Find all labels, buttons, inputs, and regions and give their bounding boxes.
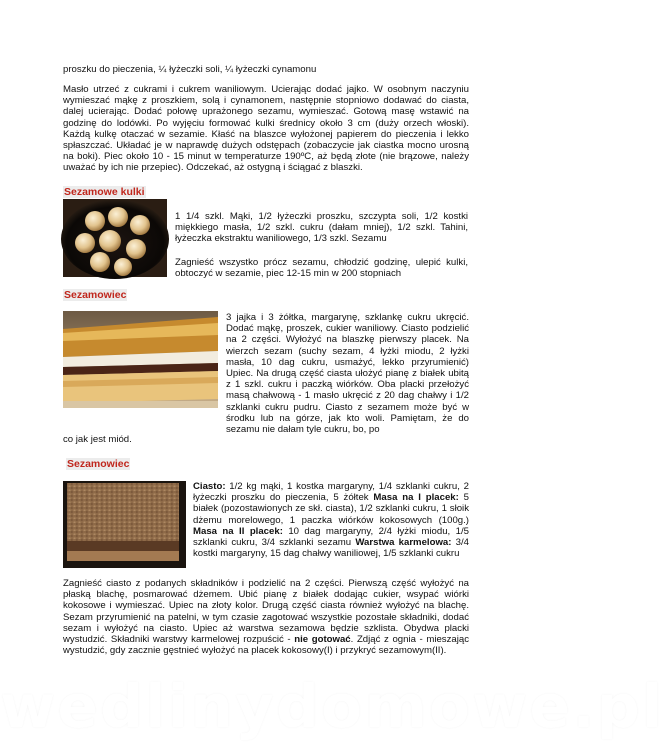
intro-paragraph: Masło utrzeć z cukrami i cukrem waniliowym. Ucierając dodać jajko. W osobnym naczyniu wymieszać mąkę z proszkiem, solą i cynamonem, następnie stopniowo dodawać do ciasta, dalej ucierając. Dodać połowę uprażonego sezamu, wymieszać. Gotową masę wstawić na godzinę do lodówki. Po wyjęciu formować kulki średnicy około 3 cm (duży orzech włoski). Każdą kulkę otaczać w sezamie. Kłaść na blaszce wyłożonej papierem do pieczenia i lekko spłaszczać. Układać je w naprawdę dużych odstępach (zobaczycie jak ciastka mocno urosną na boki). Piec około 10 - 15 minut w temperaturze 190ºC, aż będą złote (nie brązowe, należy uważać by ich nie przepiec). Odczekać, aż ostygną i ściągać z blaszki.	[63, 84, 469, 174]
recipe1-ingredients: 1 1/4 szkl. Mąki, 1/2 łyżeczki proszku, szczypta soli, 1/2 kostki miękkiego masła, 1/2 szkl. cukru (dałam mniej), 1/2 szkl. Tahini, łyżeczka ekstraktu waniliowego, 1/3 szkl. Sezamu	[175, 211, 468, 245]
top-line: proszku do pieczenia, ¼ łyżeczki soli, ¼ łyżeczki cynamonu	[63, 64, 317, 75]
recipe3-ingredient-text: 1/2 kg mąki, 1 kostka margaryny, 1/4 szklanki cukru, 2 łyżeczki proszku do pieczenia, 5 żółtek	[193, 481, 469, 504]
sezamowiec-cake-photo	[63, 311, 218, 408]
recipe3-heading: Sezamowiec	[67, 458, 130, 470]
recipe2-text: 3 jajka i 3 żółtka, margarynę, szklankę cukru ukręcić. Dodać mąkę, proszek, cukier waniliowy. Ciasto podzielić na 2 części. Wyłożyć na blaszkę pierwszy placek. Na wierzch sezam (suchy sezam, 4 łyżki miodu, 2 łyżki masła, 10 dag cukru, usmażyć, lekko przyrumienić) Upiec. Na drugą część ciasta ułożyć pianę z białek ubitą z 1 szkl. cukru i paczką wiórków. Oba placki przełożyć masą chałwową - 1 masło ukręcić z 20 dag chałwy i 1/2 szklanki cukru pudru. Ciasto z sezamem może być w środku lub na górze, jak kto woli. Pamiętam, że do sezamu nie dałam tyle cukru, bo, po	[226, 312, 469, 436]
recipe3-ingredient-label: Ciasto:	[193, 481, 226, 492]
sezamowiec-slice-photo	[63, 481, 186, 568]
recipe3-ingredient-text: 10 dag margaryny, 2/4 łyżki miodu, 1/5 szklanki cukru, 3/4 szklanki sezamu	[193, 525, 469, 549]
recipe1-heading: Sezamowe kulki	[64, 186, 145, 198]
recipe3-ingredient-label: Masa na I placek:	[373, 492, 459, 504]
recipe2-heading: Sezamowiec	[64, 289, 127, 301]
recipe3-method-run: . Zdjąć z ognia - mieszając wystudzić, gdy zacznie gęstnieć wyłożyć na placek kokosowy(I) i przykryć sezamowym(II).	[63, 634, 470, 657]
recipe3-ingredient-label: Warstwa karmelowa:	[355, 537, 452, 549]
recipe2-text-end: co jak jest miód.	[63, 434, 132, 445]
recipe3-ingredients	[193, 481, 469, 559]
recipe3-ingredient-text: 3/4 kostki margaryny, 15 dag chałwy waniliowej, 1/5 szklanki cukru	[193, 537, 469, 560]
watermark: wedlinydomowe.pl	[0, 672, 664, 742]
sesame-balls-photo	[63, 199, 167, 277]
recipe3-method-run: Zagnieść ciasto z podanych składników i podzielić na 2 części. Pierwszą część wyłożyć na płaską blachę, posmarować dżemem. Ubić pianę z białek dodając cukier, wsypać wiórki kokosowe i wymieszać. Upiec na złoty kolor. Drugą część ciasta również wyłożyć na blachę. Sezam przyrumienić na patelni, w tym czasie zagotować wszystkie pozostałe składniki, dodać sezam i wyłożyć na ciasto. Upiec aż warstwa sezamowa będzie szklista. Obydwa placki wystudzić. Składniki warstwy karmelowej rozpuścić -	[63, 578, 469, 646]
recipe3-method-run: nie gotować	[294, 634, 351, 646]
recipe1-method: Zagnieść wszystko prócz sezamu, chłodzić godzinę, ulepić kulki, obtoczyć w sezamie, piec 12-15 min w 200 stopniach	[175, 257, 468, 280]
recipe3-ingredient-text: 5 białek (pozostawionych ze skł. ciasta), 1/2 szklanki cukru, 1 słoik dżemu morelowego, 1 paczka wiórków kokosowych (100g.)	[193, 492, 470, 526]
recipe3-ingredient-label: Masa na II placek:	[193, 525, 283, 537]
recipe3-method	[63, 578, 469, 656]
